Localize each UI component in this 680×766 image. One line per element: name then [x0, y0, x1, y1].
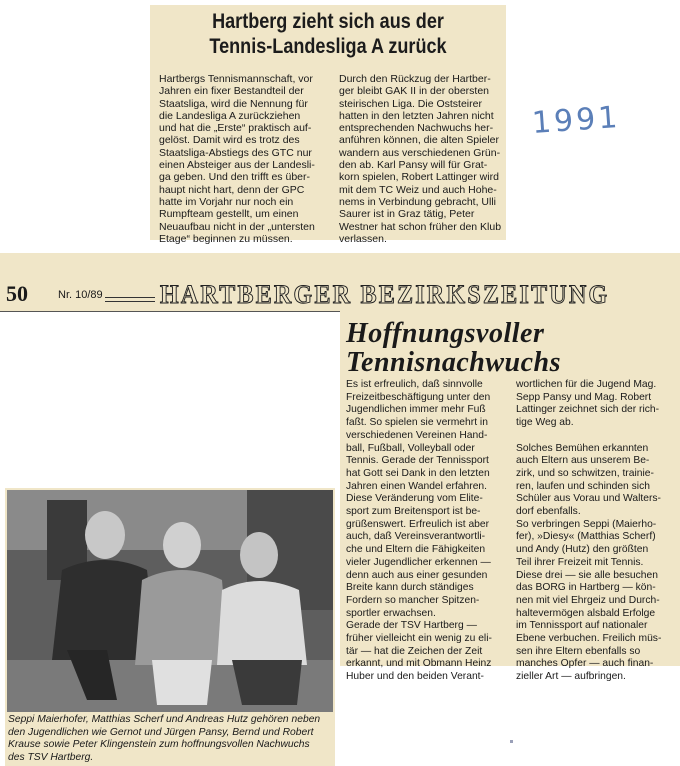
- article: [340, 311, 680, 683]
- article-headline-line-1: Hoffnungsvoller: [346, 318, 545, 349]
- headline-line-2: Tennis-Landesliga A zurück: [209, 35, 447, 58]
- page-number: 50: [6, 281, 28, 306]
- headline-line-1: Hartberg zieht sich aus der: [212, 10, 444, 33]
- article-headline: [346, 319, 680, 377]
- article-headline-line-2: Tennisnachwuchs: [346, 347, 561, 378]
- newspaper-name: HARTBERGER BEZIRKSZEITUNG: [160, 280, 610, 309]
- masthead-divider: [105, 297, 155, 302]
- article-column-right: wortlichen für die Jugend Mag. Sepp Pansy und Mag. Robert Lattinger zeichnet sich der rich- tige Weg ab. Solches Bemühen erkannten auch Eltern aus unserem Be- zirk, und so schwitzen, trainie- ren, laufen und schinden sich Schüler aus Vorau und Walters- dorf ebenfalls. So verbringen Seppi (Maierho- fer), »Diesy« (Matthias Scherf) und Andy (Hutz) den größten Teil ihrer Freizeit mit Tennis. Diese drei — sie alle besuchen das BORG in Hartberg — kön- nen mit viel Ehrgeiz und Durch- haltevermögen alsbald Erfolge im Tennissport auf nationaler Ebene verbuchen. Freilich müs- sen ihre Eltern ebenfalls so manches Opfer — auch finan- zieller Art — aufbringen.: [516, 379, 662, 683]
- clipping-top: [150, 5, 506, 245]
- team-photo-image: [7, 490, 333, 712]
- ink-mark: [510, 740, 513, 743]
- photo-caption: Seppi Maierhofer, Matthias Scherf und Andreas Hutz gehören neben den Jugendlichen wie Gernot und Jürgen Pansy, Bernd und Robert Krause sowie Peter Klingenstein zum hoffnungsvollen Nachwuchs des TSV Hartberg.: [8, 714, 321, 763]
- article-column-left: Es ist erfreulich, daß sinnvolle Freizeitbeschäftigung unter den Jugendlichen immer mehr Fuß faßt. So spielen sie vermehrt in verschiedenen Vereinen Hand- ball, Fußball, Volleyball oder Tennis. Gerade der Tennissport hat Gott sei Dank in den letzten Jahren einen Wandel erfahren. Diese Veränderung vom Elite- sport zum Breitensport ist be- grüßenswert. Erfreulich ist aber auch, daß Vereinsverantwortli- che und Eltern die Fähigkeiten vieler Jugendlicher erkennen — denn auch aus einer gesunden Breite kann durch ständiges Fordern so mancher Spitzen- sportler erwachsen. Gerade der TSV Hartberg — früher vielleicht ein wenig zu eli- tär — hat die Zeichen der Zeit erkannt, und mit Obmann Heinz Huber und den beiden Verant-: [346, 379, 492, 683]
- photo-block: [5, 488, 335, 766]
- newspaper-masthead: [0, 253, 680, 311]
- clipping-top-headline: [175, 9, 481, 59]
- handwritten-year: 1991: [530, 99, 622, 142]
- team-photo: [7, 490, 333, 712]
- clipping-top-column-left: Hartbergs Tennismannschaft, vor Jahren ein fixer Bestandteil der Staatsliga, wird die Nennung für die Landesliga A zurückziehen und hat die „Erste“ praktisch auf- gelöst. Damit wird es trotz des Staatsliga-Abstiegs des GTC nur einen Absteiger aus der Landesli- ga geben. Und den trifft es über- haupt nicht hart, denn der GPC hatte im Vorjahr nur noch ein Rumpfteam gestellt, um einen Neuaufbau nicht in der „untersten Etage“ beginnen zu müssen.: [159, 73, 315, 245]
- clipping-top-column-right: Durch den Rückzug der Hartber- ger bleibt GAK II in der obersten steirischen Liga. Die Oststeirer hatten in den letzten Jahren nicht entsprechenden Nachwuchs her- anführen können, die alten Spieler wandern aus verschiedenen Grün- den ab. Karl Pansy will für Grat- korn spielen, Robert Lattinger wird mit dem TC Weiz und auch Hohe- nems in Verbindung gebracht, Ulli Saurer ist in Graz tätig, Peter Westner hat schon früher den Klub verlassen.: [339, 73, 502, 245]
- issue-number: Nr. 10/89: [58, 289, 103, 301]
